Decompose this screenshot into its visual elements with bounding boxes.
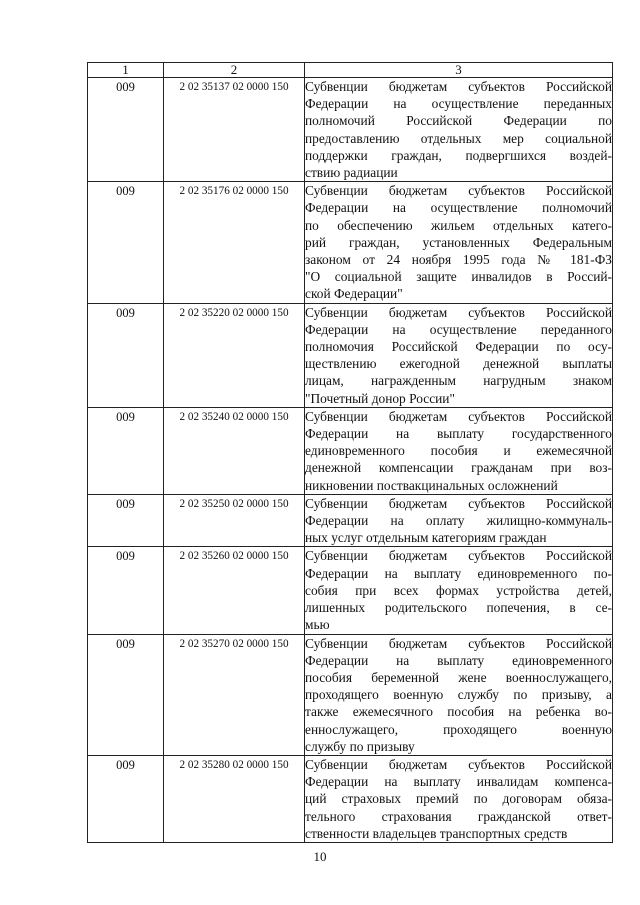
admin-code-cell: 009 [88, 303, 164, 407]
description-line: никновении поствакцинальных осложнений [305, 477, 558, 493]
description-line: единовременного пособия и ежемесячной [305, 443, 612, 459]
description-line: Федерации на выплату государственного [305, 426, 612, 442]
description-line: Субвенции бюджетам субъектов Российской [305, 304, 612, 320]
description-line: Федерации на осуществление переданного [305, 321, 612, 337]
description-line: Субвенции бюджетам субъектов Российской [305, 756, 612, 772]
table-header-row [88, 63, 613, 78]
description-line: "Почетный донор России" [305, 390, 455, 406]
description-cell [305, 78, 613, 182]
description-line: лицам, награжденным нагрудным знаком [305, 373, 612, 389]
description-cell [305, 182, 613, 303]
description-line: также ежемесячного пособия на ребенка во- [305, 704, 612, 720]
description-line: службу по призыву [305, 738, 415, 754]
description-line: ций страховых премий по договорам обяза- [305, 791, 612, 807]
revenue-code-cell: 2 02 35260 02 0000 150 [164, 547, 305, 634]
description-line: мью [305, 617, 330, 633]
description-line: по обеспечению жильем отдельных катего- [305, 217, 612, 233]
table-row [88, 634, 613, 755]
description-line: ствию радиации [305, 165, 398, 181]
description-line: лишенных родительского попечения, в се- [305, 600, 612, 616]
description-line: Субвенции бюджетам субъектов Российской [305, 79, 612, 94]
admin-code-cell: 009 [88, 182, 164, 303]
revenue-code-cell: 2 02 35176 02 0000 150 [164, 182, 305, 303]
budget-revenue-table [87, 62, 613, 843]
table-row [88, 407, 613, 494]
admin-code-cell: 009 [88, 494, 164, 547]
revenue-code-cell: 2 02 35250 02 0000 150 [164, 494, 305, 547]
revenue-code-cell: 2 02 35220 02 0000 150 [164, 303, 305, 407]
description-cell [305, 755, 613, 842]
header-col-2: 2 [164, 63, 305, 78]
description-cell [305, 634, 613, 755]
description-line: ственности владельцев транспортных средств [305, 825, 568, 841]
description-line: ской Федерации" [305, 286, 403, 302]
admin-code-cell: 009 [88, 547, 164, 634]
description-line: ществлению ежегодной денежной выплаты [305, 356, 612, 372]
header-col-1: 1 [88, 63, 164, 78]
description-line: денежной компенсации гражданам при воз- [305, 460, 612, 476]
revenue-code-cell: 2 02 35240 02 0000 150 [164, 407, 305, 494]
description-line: рий граждан, установленных Федеральным [305, 234, 612, 250]
description-line: тельного страхования гражданской ответ- [305, 808, 612, 824]
admin-code-cell: 009 [88, 755, 164, 842]
description-line: законом от 24 ноября 1995 года № 181-ФЗ [305, 252, 612, 268]
description-line: Субвенции бюджетам субъектов Российской [305, 408, 612, 424]
table-row [88, 547, 613, 634]
description-line: предоставлению отдельных мер социальной [305, 130, 612, 146]
description-line: полномочия Российской Федерации по осу- [305, 339, 612, 355]
description-line: "О социальной защите инвалидов в Россий- [305, 269, 612, 285]
description-line: полномочий Российской Федерации по [305, 113, 612, 129]
description-line: Субвенции бюджетам субъектов Российской [305, 183, 612, 199]
description-line: проходящего военную службу по призыву, а [305, 687, 612, 703]
description-line: Федерации на выплату единовременного [305, 652, 612, 668]
revenue-code-cell: 2 02 35270 02 0000 150 [164, 634, 305, 755]
page-number: 10 [313, 849, 327, 864]
description-line: собия при всех формах устройства детей, [305, 582, 612, 598]
description-cell [305, 407, 613, 494]
description-line: Субвенции бюджетам субъектов Российской [305, 495, 612, 511]
table-row [88, 182, 613, 303]
description-line: Федерации на выплату единовременного по- [305, 565, 612, 581]
description-line: Федерации на осуществление переданных [305, 96, 612, 112]
description-line: Федерации на выплату инвалидам компенса- [305, 774, 612, 790]
description-line: пособия беременной жене военнослужащего, [305, 669, 612, 685]
description-line: Субвенции бюджетам субъектов Российской [305, 635, 612, 651]
table-row [88, 494, 613, 547]
table-body [88, 78, 613, 843]
admin-code-cell: 009 [88, 407, 164, 494]
description-line: Субвенции бюджетам субъектов Российской [305, 548, 612, 564]
description-line: ных услуг отдельным категориям граждан [305, 530, 547, 546]
table-row [88, 78, 613, 182]
revenue-code-cell: 2 02 35137 02 0000 150 [164, 78, 305, 182]
admin-code-cell: 009 [88, 634, 164, 755]
description-cell [305, 303, 613, 407]
description-cell [305, 494, 613, 547]
table-row [88, 303, 613, 407]
description-line: поддержки граждан, подвергшихся воздей- [305, 147, 612, 163]
description-cell [305, 547, 613, 634]
header-col-3: 3 [305, 63, 613, 78]
revenue-code-cell: 2 02 35280 02 0000 150 [164, 755, 305, 842]
description-line: Федерации на осуществление полномочий [305, 200, 612, 216]
admin-code-cell: 009 [88, 78, 164, 182]
description-line: еннослужащего, проходящего военную [305, 721, 612, 737]
description-line: Федерации на оплату жилищно-коммуналь- [305, 513, 612, 529]
table-row [88, 755, 613, 842]
